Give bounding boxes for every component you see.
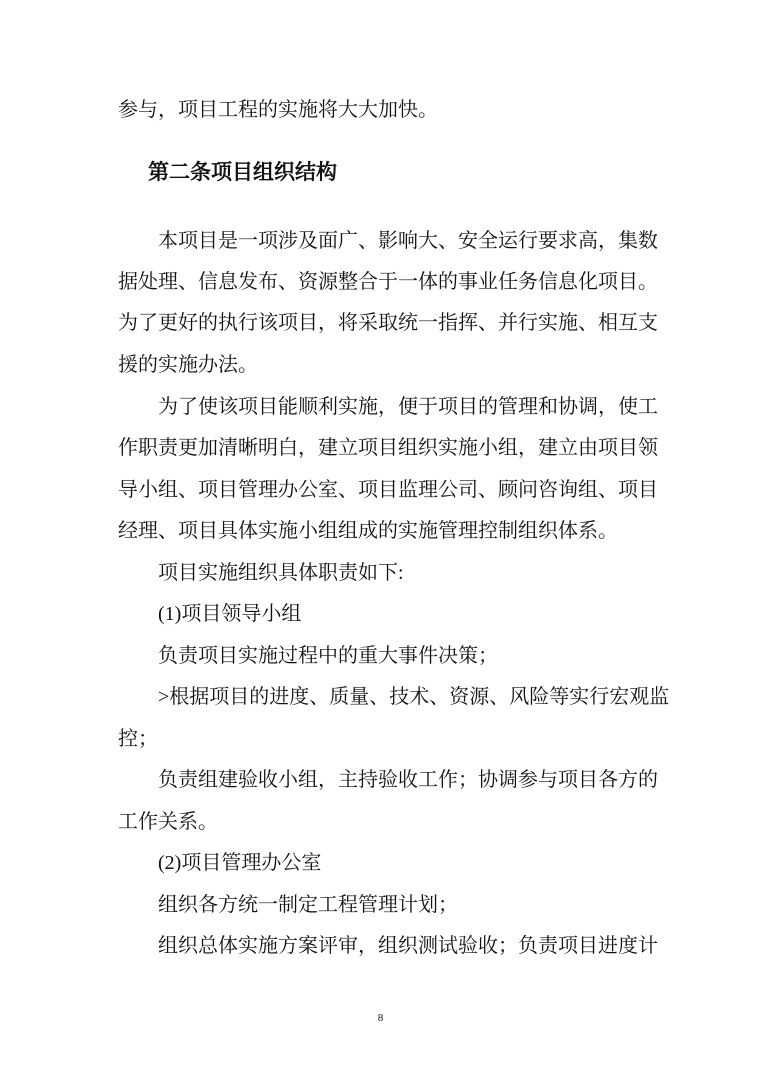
section-heading: 第二条项目组织结构	[148, 160, 337, 184]
body-line: 工作关系。	[118, 811, 218, 833]
body-line: 援的实施办法。	[118, 354, 258, 376]
page-number: 8	[377, 1012, 384, 1024]
body-line: 负责组建验收小组，主持验收工作；协调参与项目各方的	[158, 769, 658, 791]
body-line: 为了使该项目能顺利实施，便于项目的管理和协调，使工	[158, 396, 658, 418]
body-line: 参与，项目工程的实施将大大加快。	[118, 99, 438, 121]
body-line: 组织各方统一制定工程管理计划；	[158, 894, 458, 916]
body-line: 负责项目实施过程中的重大事件决策；	[158, 645, 498, 667]
body-line: 项目实施组织具体职责如下:	[158, 562, 404, 584]
body-line: 为了更好的执行该项目，将采取统一指挥、并行实施、相互支	[118, 312, 658, 334]
body-line: 经理、项目具体实施小组组成的实施管理控制组织体系。	[118, 520, 618, 542]
body-line: 组织总体实施方案评审，组织测试验收；负责项目进度计	[158, 935, 658, 957]
body-line: 导小组、项目管理办公室、项目监理公司、顾问咨询组、项目	[118, 479, 658, 501]
list-heading: (2)项目管理办公室	[158, 852, 322, 874]
body-line: 控；	[118, 728, 158, 750]
body-line: >根据项目的进度、质量、技术、资源、风险等实行宏观监	[158, 686, 670, 708]
body-line: 作职责更加清晰明白，建立项目组织实施小组，建立由项目领	[118, 437, 658, 459]
body-line: 据处理、信息发布、资源整合于一体的事业任务信息化项目。	[118, 271, 658, 293]
body-line: 本项目是一项涉及面广、影响大、安全运行要求高，集数	[158, 230, 658, 252]
list-heading: (1)项目领导小组	[158, 603, 302, 625]
